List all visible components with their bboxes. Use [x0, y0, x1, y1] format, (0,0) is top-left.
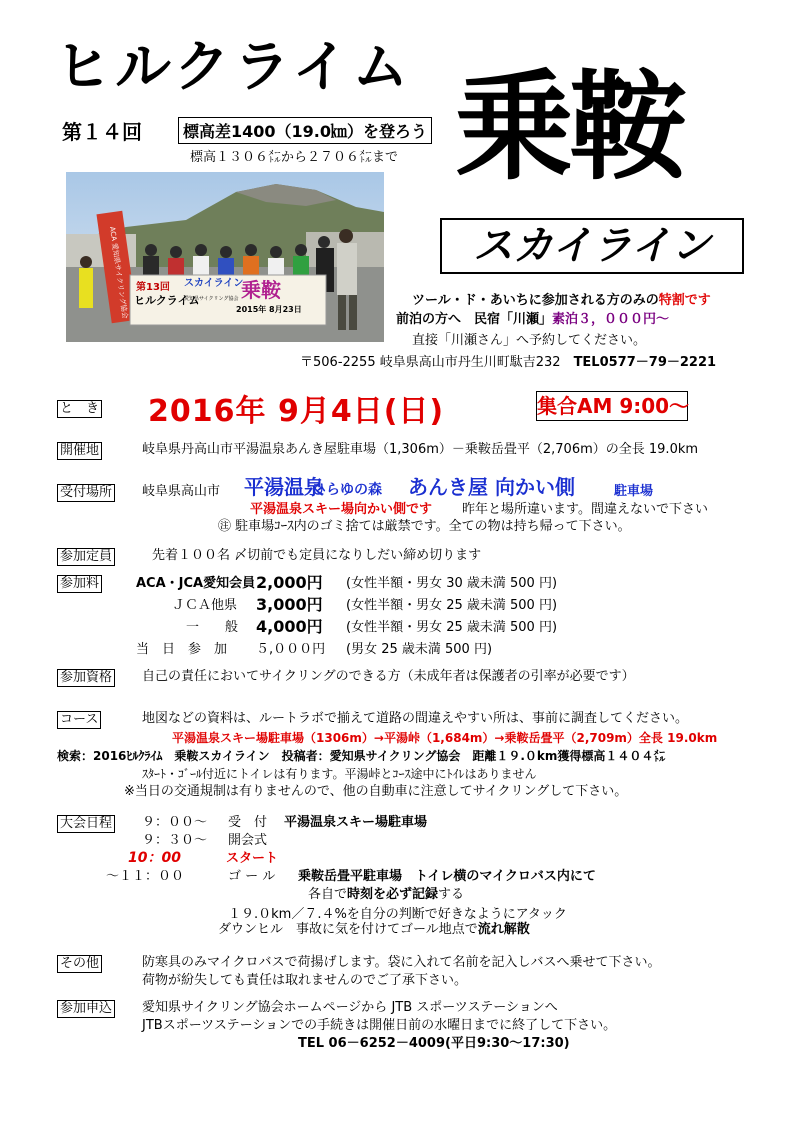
other-line-1: 防寒具のみマイクロバスで荷揚げします。袋に入れて名前を記入しバスへ乗せて下さい。	[142, 955, 661, 970]
tour-line-2-purple: 素泊３，０００円～	[552, 312, 670, 327]
gather-time: 集合AM 9:00～	[536, 391, 688, 421]
schedule-l3-time: 10：00	[128, 850, 181, 866]
flag-text: ACA 愛知県サイクリング協会	[108, 226, 129, 320]
schedule-label: 大会日程	[57, 815, 115, 833]
event-date: 2016年 9月4日(日)	[148, 394, 445, 429]
schedule-l7-b: 流れ解散	[477, 922, 530, 937]
schedule-l4-text: ゴ ー ル	[228, 869, 276, 884]
tour-line-2	[396, 308, 669, 327]
course-sub-title: スカイライン	[440, 218, 744, 274]
schedule-l5-a: 各自で	[308, 887, 348, 902]
banner-year: 第13回	[136, 282, 170, 293]
address-tel: TEL0577－79－2221	[573, 355, 717, 370]
course-line-3: 検索：2016ﾋﾙｸﾗｲﾑ 乗鞍スカイライン 投稿者：愛知県サイクリング協会 距離１９.０km獲得標高１４０４㍍	[57, 749, 666, 763]
schedule-l1-time: ９：００～	[142, 815, 208, 830]
tour-line-2-prefix: 前泊の方へ 民宿「川瀬」	[396, 312, 553, 327]
edition-label: 第１４回	[62, 120, 142, 144]
schedule-l3-text: スタート	[226, 851, 279, 866]
banner-sky: スカイライン	[184, 278, 244, 289]
banner-hill: ヒルクライム	[134, 294, 200, 307]
reception-place-1: 平湯温泉	[244, 475, 324, 499]
course-line-5: ※当日の交通規制は有りませんので、他の自動車に注意してサイクリングして下さい。	[124, 784, 628, 799]
reception-place-2: ひらゆの森	[312, 482, 382, 498]
capacity-label: 参加定員	[57, 548, 115, 566]
venue-text: 岐阜県丹高山市平湯温泉あんき屋駐車場（1,306m）－乗鞍岳畳平（2,706m）の全長 19.0km	[142, 442, 699, 457]
schedule-l4-place: 乗鞍岳畳平駐車場 トイレ横のマイクロバス内にて	[298, 869, 596, 884]
fee-row-price: 2,000円	[256, 573, 323, 592]
course-line-2: 平湯温泉スキー場駐車場（1306m）→平湯峠（1,684m）→乗鞍岳畳平（2,709m）全長 19.0km	[172, 731, 718, 745]
tour-line-3: 直接「川瀬さん」へ予約してください。	[412, 333, 647, 348]
eligibility-text: 自己の責任においてサイクリングのできる方（未成年者は保護者の引率が必要です）	[142, 669, 635, 684]
course-line-1: 地図などの資料は、ルートラボで揃えて道路の間違えやすい所は、事前に調査してください。	[142, 711, 689, 726]
schedule-l2-text: 開会式	[228, 833, 268, 848]
fee-row-name: ＪＣＡ他県	[172, 598, 238, 613]
tour-line-1-prefix: ツール・ド・あいちに参加される方のみの	[412, 293, 659, 308]
reception-warning: ㊟ 駐車場ｺｰｽ内のゴミ捨ては厳禁です。全ての物は持ち帰って下さい。	[218, 519, 631, 534]
schedule-l1-place: 平湯温泉スキー場駐車場	[284, 815, 428, 830]
group-photo	[66, 172, 384, 342]
fee-row-note: (男女 25 歳未満 500 円)	[346, 642, 493, 657]
fee-row-note: (女性半額・男女 30 歳未満 500 円)	[346, 576, 558, 591]
schedule-l5-c: する	[438, 887, 465, 902]
apply-line-1: 愛知県サイクリング協会ホームページから JTB スポーツステーションへ	[142, 1000, 558, 1015]
address-text: 〒506-2255 岐阜県高山市丹生川町駄吉232	[300, 355, 561, 370]
schedule-l4-time: ～１１：００	[106, 869, 185, 884]
tour-line-1	[412, 289, 711, 308]
fee-row-name: 当 日 参 加	[136, 642, 228, 657]
banner-date: 2015年 8月23日	[236, 305, 302, 314]
reception-label: 受付場所	[57, 484, 115, 502]
fee-row-note: (女性半額・男女 25 歳未満 500 円)	[346, 620, 558, 635]
schedule-l1-text: 受 付	[228, 815, 268, 830]
minshuku-address	[300, 351, 716, 370]
eligibility-label: 参加資格	[57, 669, 115, 687]
fee-label: 参加料	[57, 575, 102, 593]
apply-tel: TEL 06－6252－4009(平日9:30～17:30)	[298, 1036, 570, 1051]
elevation-range: 標高１３０６㍍から２７０６㍍まで	[190, 150, 399, 165]
apply-label: 参加申込	[57, 1000, 115, 1018]
schedule-l7	[218, 922, 530, 938]
course-label: コース	[57, 711, 101, 729]
reception-city: 岐阜県高山市	[142, 484, 221, 499]
reception-red-note: 平湯温泉スキー場向かい側です	[250, 502, 433, 517]
elevation-box: 標高差1400（19.0㎞）を登ろう	[178, 117, 432, 144]
reception-place-3: あんき屋 向かい側	[408, 475, 575, 499]
venue-label: 開催地	[57, 442, 102, 460]
apply-line-2: JTBスポーツステーションでの手続きは開催日前の水曜日までに終了して下さい。	[142, 1018, 617, 1033]
course-line-4: ｽﾀｰﾄ・ｺﾞｰﾙ付近にトイレは有ります。平湯峠とｺｰｽ途中にﾄｲﾚはありません	[142, 767, 537, 781]
tour-line-1-red: 特割です	[658, 293, 711, 308]
banner-nori: 乗鞍	[241, 278, 281, 302]
reception-place-4: 駐車場	[614, 484, 654, 499]
schedule-l5	[308, 887, 464, 903]
date-label: と き	[57, 400, 102, 418]
schedule-l7-a: ダウンヒル 事故に気を付けてゴール地点で	[218, 922, 478, 937]
other-line-2: 荷物が紛失しても責任は取れませんのでご了承下さい。	[142, 973, 468, 988]
schedule-l2-time: ９：３０～	[142, 833, 208, 848]
other-label: その他	[57, 955, 102, 973]
fee-row-price: 3,000円	[256, 595, 323, 614]
fee-row-name: 一 般	[186, 620, 239, 635]
capacity-text: 先着１００名 〆切前でも定員になりしだい締め切ります	[152, 548, 482, 563]
course-name-title: 乗鞍	[455, 58, 684, 196]
fee-row-price: 4,000円	[256, 617, 323, 636]
schedule-l5-b: 時刻を必ず記録	[347, 887, 439, 902]
fee-row-price: ５,０００円	[256, 642, 326, 657]
fee-row-name: ACA・JCA愛知会員	[136, 576, 256, 591]
fee-row-note: (女性半額・男女 25 歳未満 500 円)	[346, 598, 558, 613]
schedule-l6: １９.０km／７.４%を自分の判断で好きなようにアタック	[228, 907, 567, 922]
reception-note: 昨年と場所違います。間違えないで下さい	[462, 502, 708, 517]
banner-org: 愛知県サイクリング協会	[184, 296, 239, 302]
title-hillclimb: ヒルクライム	[55, 35, 413, 100]
